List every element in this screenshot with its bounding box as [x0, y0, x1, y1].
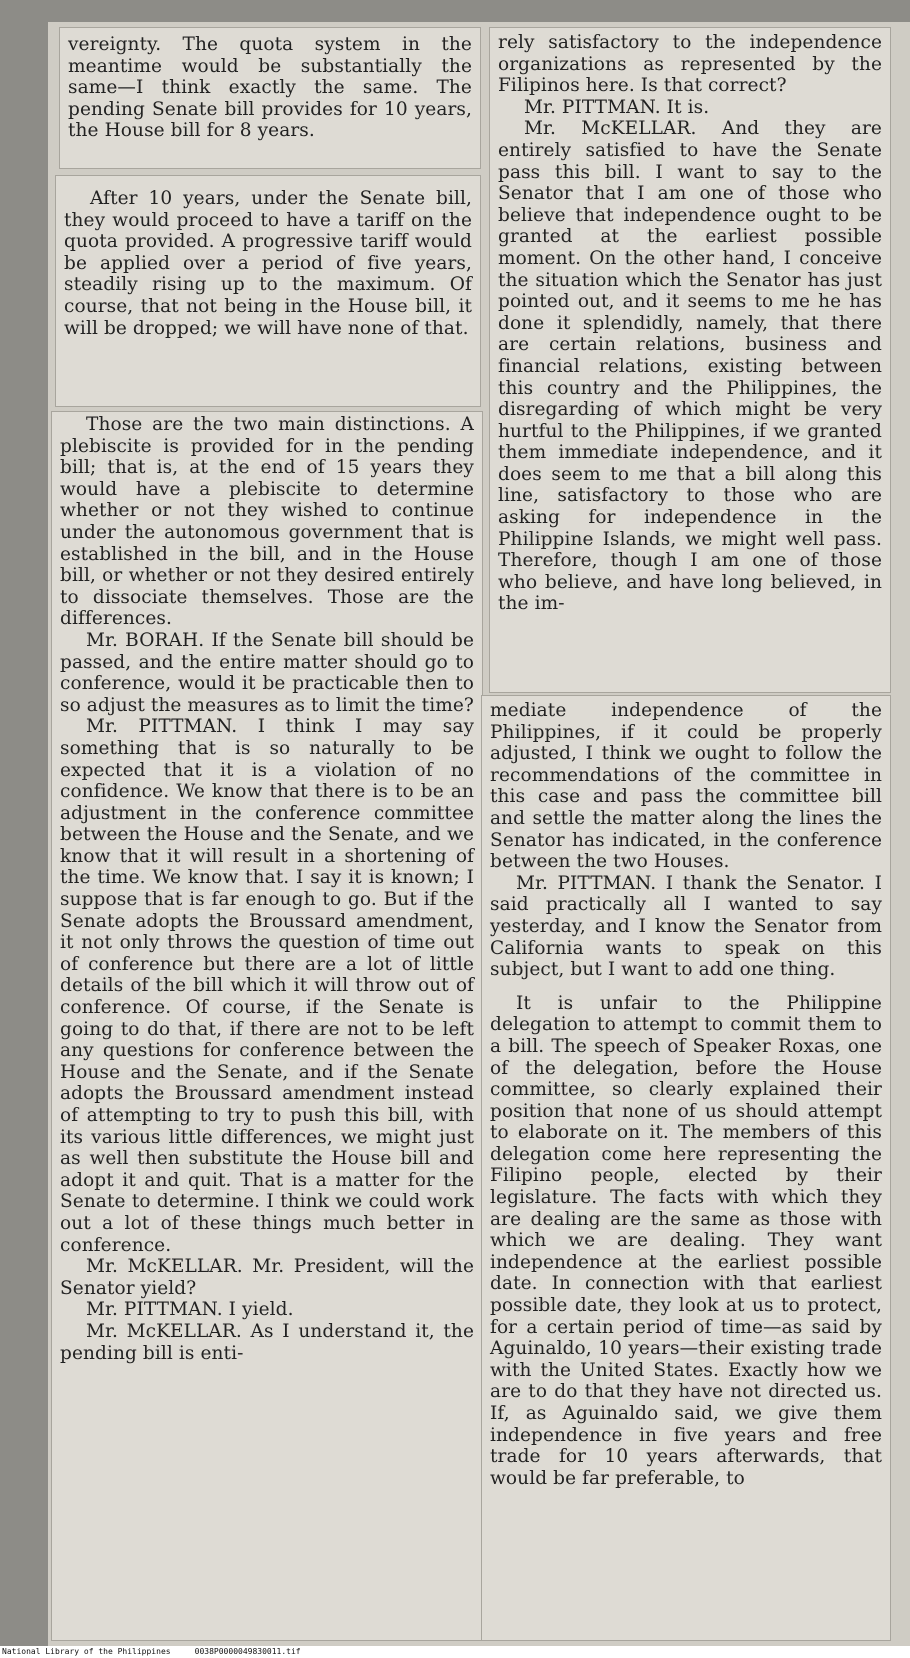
paragraph: mediate independence of the Philippines, if it could be properly adjusted, I think we ought to follow the recommendations of the committee in this case and pass the committee bill and settle the matter along the lines the Senator has indicated, in the conference between the two Houses.	[490, 700, 882, 873]
paragraph: Mr. McKELLAR. As I understand it, the pending bill is enti-	[60, 1320, 474, 1364]
paragraph: Mr. McKELLAR. Mr. President, will the Senator yield?	[60, 1256, 474, 1299]
clipping-left-top	[60, 28, 480, 168]
clipping-right-top	[490, 28, 890, 692]
clipping-left-main	[52, 412, 482, 1640]
paragraph: vereignty. The quota system in the meantime would be substantially the same—I think exactly the same. The pending Senate bill provides for 10 years, the House bill for 8 years.	[68, 34, 472, 142]
clipping-left-middle	[56, 176, 480, 406]
archive-footer: National Library of the Philippines 0038P0000049830011.tif	[0, 1646, 910, 1658]
clipping-right-bottom	[482, 696, 890, 1640]
paragraph: Mr. BORAH. If the Senate bill should be passed, and the entire matter should go to conference, would it be practicable then to so adjust the measures as to limit the time?	[60, 629, 474, 716]
paragraph: Mr. PITTMAN. I thank the Senator. I said practically all I wanted to say yesterday, and I know the Senator from California wants to speak on this subject, but I want to add one thing.	[490, 872, 882, 981]
paragraph: Mr. PITTMAN. I yield.	[86, 1299, 294, 1321]
paragraph: After 10 years, under the Senate bill, they would proceed to have a tariff on the quota provided. A progressive tariff would be applied over a period of five years, steadily rising up to the maximum. Of course, that not being in the House bill, it will be dropped; we will have none of that.	[64, 188, 472, 339]
paragraph: Mr. PITTMAN. It is.	[524, 96, 710, 118]
paragraph: It is unfair to the Philippine delegation to attempt to commit them to a bill. The speech of Speaker Roxas, one of the delegation, before the House committee, so clearly explained their position that none of us should attempt to elaborate on it. The members of this delegation come here representing the Filipino people, elected by their legislature. The facts with which they are dealing are the same as those with which we are dealing. They want independence at the earliest possible date. In connection with that earliest possible date, they look at us to protect, for a certain period of time—as said by Aguinaldo, 10 years—their existing trade with the United States. Exactly how we are to do that they have not directed us. If, as Aguinaldo said, we give them independence in five years and free trade for 10 years afterwards, that would be far preferable, to	[490, 992, 882, 1489]
paragraph: rely satisfactory to the independence organizations as represented by the Filipinos here. Is that correct?	[498, 32, 882, 97]
paragraph: Mr. McKELLAR. And they are entirely satisfied to have the Senate pass this bill. I want to say to the Senator that I am one of those who believe that independence ought to be granted at the earliest possible moment. On the other hand, I conceive the situation which the Senator has just pointed out, and it seems to me he has done it splendidly, namely, that there are certain relations, business and financial relations, existing between this country and the Philippines, the disregarding of which might be very hurtful to the Philippines, if we granted them immediate independence, and it does seem to me that a bill along this line, satisfactory to those who are asking for independence in the Philippine Islands, we might well pass. Therefore, though I am one of those who believe, and have long believed, in the im-	[498, 118, 882, 615]
paragraph: Those are the two main distinctions. A plebiscite is provided for in the pending bill; that is, at the end of 15 years they would have a plebiscite to determine whether or not they wished to continue under the autonomous government that is established in the bill, and in the House bill, or whether or not they desired entirely to dissociate themselves. Those are the differences.	[60, 414, 474, 630]
paragraph: Mr. PITTMAN. I think I may say something that is so naturally to be expected that it is a violation of no confidence. We know that there is to be an adjustment in the conference committee between the House and the Senate, and we know that it will result in a shortening of the time. We know that. I say it is known; I suppose that is far enough to go. But if the Senate adopts the Broussard amendment, it not only throws the question of time out of conference but there are a lot of little details of the bill which it will throw out of conference. Of course, if the Senate is going to do that, if there are not to be left any questions for conference between the House and the Senate, and if the Senate adopts the Broussard amendment instead of attempting to try to push this bill, with its various little differences, we might just as well then substitute the House bill and adopt it and quit. That is a matter for the Senate to determine. I think we could work out a lot of these things much better in conference.	[60, 716, 474, 1256]
